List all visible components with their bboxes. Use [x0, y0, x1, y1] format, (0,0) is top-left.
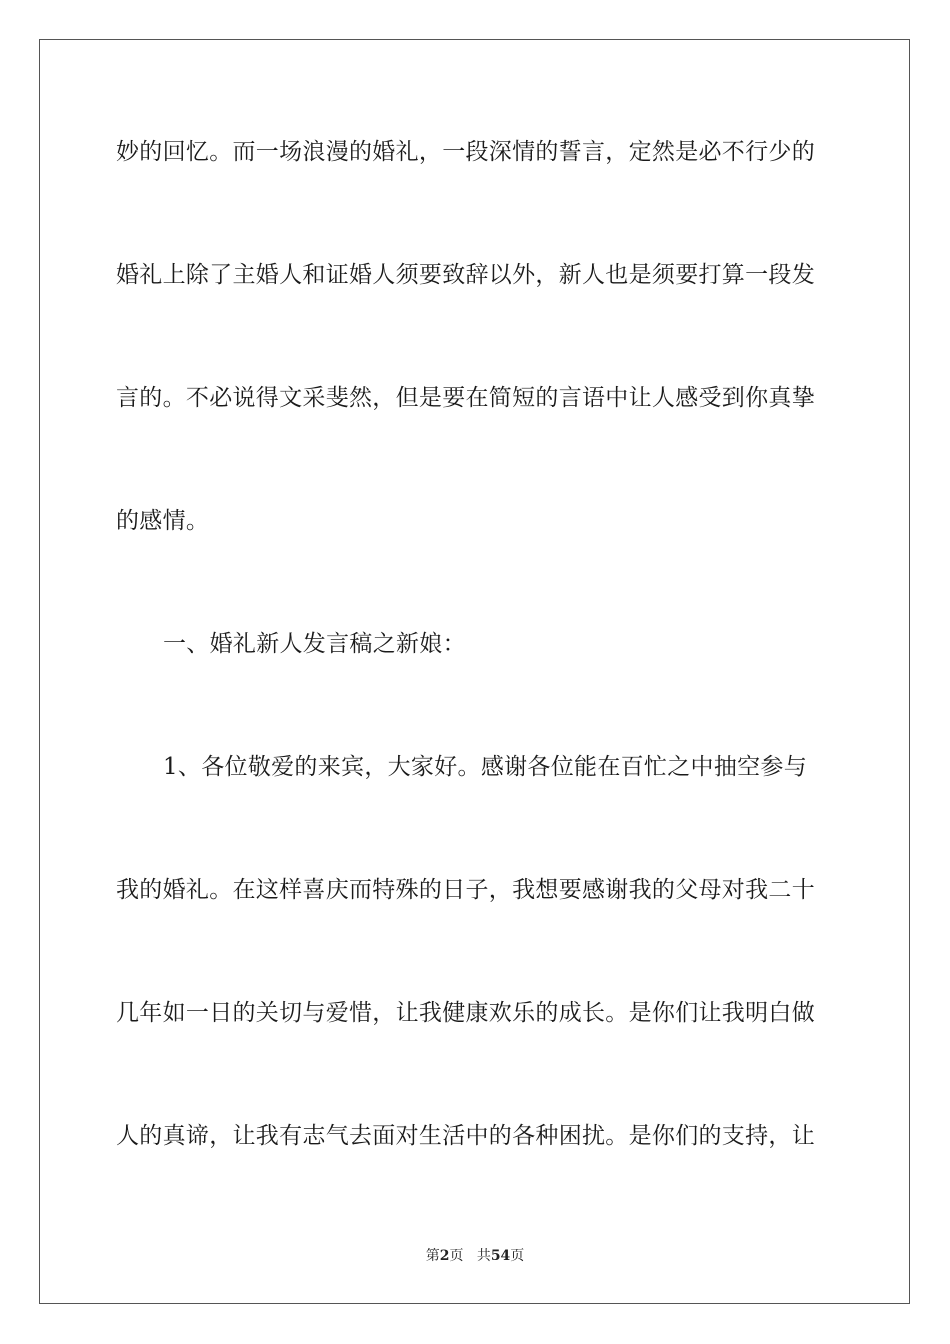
footer-total-prefix: 共 [476, 1248, 491, 1264]
section-heading-bride: 一、婚礼新人发言稿之新娘： [163, 631, 466, 657]
paragraph-line-7: 我的婚礼。在这样喜庆而特殊的日子，我想要感谢我的父母对我二十 [116, 877, 815, 903]
paragraph-line-1: 妙的回忆。而一场浪漫的婚礼，一段深情的誓言，定然是必不行少的 [116, 139, 815, 165]
footer-page-suffix: 页 [449, 1248, 464, 1264]
paragraph-line-8: 几年如一日的关切与爱惜，让我健康欢乐的成长。是你们让我明白做 [116, 1000, 815, 1026]
paragraph-line-3: 言的。不必说得文采斐然，但是要在简短的言语中让人感受到你真挚 [116, 385, 815, 411]
footer-page-prefix: 第 [425, 1248, 440, 1264]
footer-page-number: 2 [439, 1248, 450, 1264]
page-border [39, 39, 910, 1304]
paragraph-line-2: 婚礼上除了主婚人和证婚人须要致辞以外，新人也是须要打算一段发 [116, 262, 815, 288]
page-footer [0, 1247, 950, 1265]
footer-total-pages: 54 [490, 1248, 511, 1264]
paragraph-line-9: 人的真谛，让我有志气去面对生活中的各种困扰。是你们的支持，让 [116, 1123, 815, 1149]
footer-total-suffix: 页 [510, 1248, 525, 1264]
paragraph-line-6: 1、各位敬爱的来宾，大家好。感谢各位能在百忙之中抽空参与 [163, 754, 808, 780]
paragraph-line-4: 的感情。 [116, 508, 210, 534]
